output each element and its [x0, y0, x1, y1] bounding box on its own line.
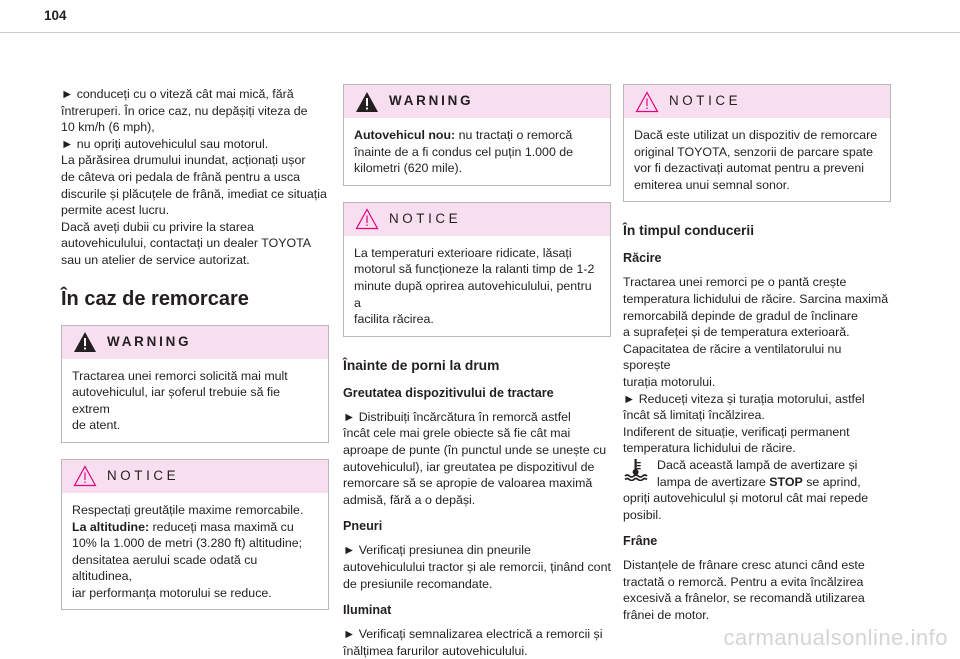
warning-box-header — [344, 85, 610, 118]
text-line: încât cele mai grele obiecte să fie cât mai — [343, 426, 571, 441]
notice-box-body — [62, 493, 328, 610]
text-line: ► conduceți cu o viteză cât mai mică, fără — [61, 87, 294, 101]
text-line: de presiunile recomandate. — [343, 576, 493, 591]
text-line: kilometri (620 mile). — [354, 161, 463, 176]
text-span: nu tractați o remorcă — [455, 128, 573, 142]
text-line: ► Distribuiți încărcătura în remorcă astfel — [343, 409, 571, 424]
intro-text — [61, 86, 329, 269]
text-line: minute după oprirea autovehiculului, pentru a — [354, 278, 592, 310]
text-line: autovehiculul, iar șoferul trebuie să fie extrem — [72, 385, 281, 416]
text-line: turația motorului. — [623, 374, 716, 389]
warning-label: WARNING — [389, 93, 474, 109]
warning-box-header — [62, 326, 328, 359]
text-line: a suprafeței și de temperatura exterioară. — [623, 325, 850, 340]
notice-box — [343, 202, 611, 337]
text-line: de atent. — [72, 418, 121, 433]
notice-box — [623, 84, 891, 202]
subsection-title: În timpul conducerii — [623, 223, 755, 239]
column-3 — [623, 84, 891, 624]
text-line: discurile și plăcuțele de frână, imediat ce situația — [61, 186, 327, 201]
text-line: temperatura lichidului de răcire. Sarcina maximă — [623, 291, 889, 306]
text-line: La părăsirea drumului inundat, acționați ușor — [61, 153, 306, 168]
notice-triangle-icon — [635, 91, 659, 113]
text-line: excesivă a frânelor, se recomandă utilizarea — [623, 591, 865, 606]
text-line: opriți autovehiculul și motorul cât mai repede — [623, 491, 869, 506]
warning-box-body — [62, 359, 328, 442]
coolant-temperature-icon — [623, 457, 649, 481]
text-line: original TOYOTA, senzorii de parcare spate — [634, 144, 873, 159]
text-line: tractată o remorcă. Pentru a evita încălzirea — [623, 574, 864, 589]
text-span: reduceți masa maximă cu — [149, 519, 294, 534]
text-line: sau un atelier de service autorizat. — [61, 252, 250, 267]
stop-label: STOP — [769, 474, 803, 489]
notice-label: NOTICE — [389, 210, 462, 226]
text-line: încât să limitați încălzirea. — [623, 408, 765, 423]
lighting-heading: Iluminat — [343, 603, 392, 618]
text-line: motorul să funcționeze la ralanti timp de 1-2 — [354, 262, 595, 277]
text-line: Indiferent de situație, verificați permanent — [623, 424, 850, 439]
section-title: În caz de remorcare — [61, 287, 249, 310]
column-2 — [343, 84, 611, 659]
brakes-heading: Frâne — [623, 534, 658, 549]
text-line: 10 km/h (6 mph), — [61, 120, 155, 135]
text-line — [72, 519, 318, 536]
text-line: Dacă este utilizat un dispozitiv de remorcare — [634, 128, 878, 142]
weight-heading: Greutatea dispozitivului de tractare — [343, 385, 554, 400]
text-line: Capacitatea de răcire a ventilatorului nu sporește — [623, 341, 842, 373]
header-rule — [0, 32, 960, 33]
text-line: Tractarea unei remorci pe o pantă crește — [623, 275, 847, 290]
text-line: autovehiculul), iar greutatea pe dispozitivul de — [343, 459, 595, 474]
text-line — [354, 127, 600, 144]
warning-box — [343, 84, 611, 186]
text-line: ► Reduceți viteza și turația motorului, astfel — [623, 391, 865, 406]
text-line: remorcabilă depinde de gradul de înclinare — [623, 308, 858, 323]
text-line: emiterea unui semnal sonor. — [634, 177, 790, 192]
text-line: înălțimea farurilor autovehiculului. — [343, 643, 528, 658]
text-line: ► Verificați semnalizarea electrică a remorcii și — [343, 627, 603, 642]
text-line: Respectați greutățile maxime remorcabile. — [72, 502, 304, 517]
text-line: de câteva ori pedala de frână pentru a usca — [61, 169, 301, 184]
tyres-heading: Pneuri — [343, 519, 383, 534]
text-line: remorcare să se apropie de valoarea maximă — [343, 476, 593, 491]
bold-lead: La altitudine: — [72, 519, 150, 534]
text-line: La temperaturi exterioare ridicate, lăsați — [354, 245, 572, 260]
text-line: Dacă aveți dubii cu privire la starea — [61, 219, 254, 234]
text-line: ► Verificați presiunea din pneurile — [343, 543, 531, 558]
text-line: 10% la 1.000 de metri (3.280 ft) altitudine; — [72, 536, 303, 551]
text-line: posibil. — [623, 507, 662, 522]
notice-box-body — [344, 236, 610, 336]
text-line: vor fi dezactivați automat pentru a preveni — [634, 161, 865, 176]
text-line: frânei de motor. — [623, 608, 710, 623]
lamp-warning-paragraph — [623, 457, 891, 523]
warning-label: WARNING — [107, 333, 192, 349]
column-1 — [61, 86, 329, 626]
notice-label: NOTICE — [669, 93, 742, 109]
text-line: Dacă această lampă de avertizare și — [657, 457, 858, 472]
watermark: carmanualsonline.info — [723, 625, 948, 651]
subsection-title: Înainte de porni la drum — [343, 357, 500, 373]
notice-triangle-icon — [73, 465, 97, 487]
notice-box-header — [624, 85, 890, 118]
text-line: iar performanța motorului se reduce. — [72, 585, 272, 600]
warning-triangle-icon — [355, 91, 379, 113]
text-line: facilita răcirea. — [354, 312, 434, 327]
text-line: înainte de a fi condus cel puțin 1.000 de — [354, 144, 574, 159]
notice-box — [61, 459, 329, 611]
bold-lead: Autovehicul nou: — [354, 128, 456, 142]
text-line: Tractarea unei remorci solicită mai mult — [72, 368, 288, 383]
text-span: se aprind, — [802, 474, 861, 489]
notice-label: NOTICE — [107, 468, 180, 484]
text-line: autovehiculului tractor și ale remorcii, ținând cont — [343, 559, 611, 574]
text-line: întreruperi. În orice caz, nu depășiți viteza de — [61, 103, 308, 118]
text-span: lampa de avertizare — [657, 474, 770, 489]
page-number: 104 — [44, 8, 67, 23]
text-line: ► nu opriți autovehiculul sau motorul. — [61, 136, 269, 151]
notice-box-header — [62, 460, 328, 493]
notice-box-header — [344, 203, 610, 236]
text-line: admisă, fără a o depăși. — [343, 492, 476, 507]
text-line: densitatea aerului scade odată cu altitudinea, — [72, 552, 258, 584]
cooling-heading: Răcire — [623, 251, 662, 266]
text-line: temperatura lichidului de răcire. — [623, 441, 796, 456]
text-line — [623, 474, 891, 491]
notice-box-body — [624, 118, 890, 201]
warning-box — [61, 325, 329, 443]
text-line: permite acest lucru. — [61, 203, 170, 218]
warning-triangle-icon — [73, 331, 97, 353]
warning-box-body — [344, 118, 610, 185]
text-line: Distanțele de frânare cresc atunci când este — [623, 558, 865, 573]
text-line: aproape de punte (în punctul unde se unește cu — [343, 442, 607, 457]
text-line: autovehiculului, contactați un dealer TOYOTA — [61, 236, 312, 251]
notice-triangle-icon — [355, 208, 379, 230]
